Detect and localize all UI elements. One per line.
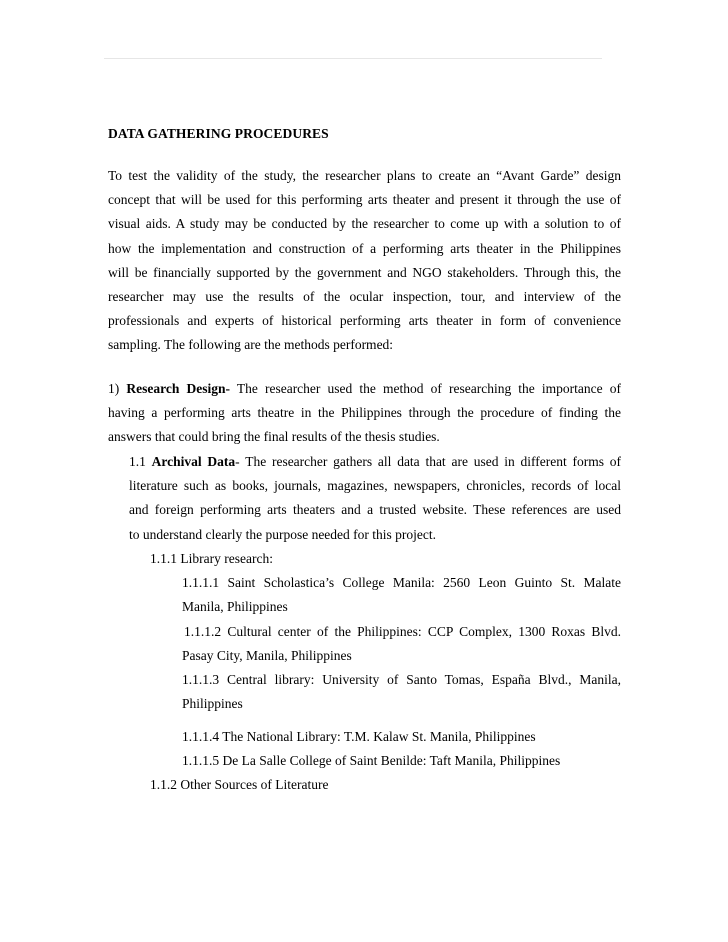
library-item [182, 668, 621, 716]
archival-data-paragraph [129, 450, 621, 547]
library-item [182, 571, 621, 619]
research-design-line: answers that could bring the final results of the thesis studies. [108, 429, 440, 445]
library-research-heading: 1.1.1 Library research: [150, 551, 273, 566]
header-rule [104, 58, 602, 59]
intro-line: how the implementation and construction of a performing arts theater in the Philippines [108, 240, 621, 256]
intro-line: concept that will be used for this performing arts theater and present it through the use of [108, 192, 621, 208]
intro-line: visual aids. A study may be conducted by the researcher to come up with a solution to of [108, 216, 621, 232]
research-design-line: having a performing arts theatre in the Philippines through the procedure of finding the [108, 405, 621, 421]
library-item-line: 1.1.1.2 Cultural center of the Philippines: CCP Complex, 1300 Roxas Blvd. [184, 624, 621, 639]
archival-data-first-line [129, 450, 621, 474]
subsection-text: - The researcher gathers all data that are used in different forms of [235, 454, 622, 469]
section-text: The researcher used the method of researching the importance of [236, 381, 622, 396]
section-label: Research Design- [126, 381, 230, 396]
library-item: 1.1.1.4 The National Library: T.M. Kalaw St. Manila, Philippines [182, 729, 536, 744]
subsection-number: 1.1 [129, 454, 146, 469]
archival-data-line: literature such as books, journals, magazines, newspapers, chronicles, records of local [129, 478, 621, 494]
intro-line: will be financially supported by the government and NGO stakeholders. Through this, the [108, 264, 621, 280]
library-item-line: Manila, Philippines [182, 599, 288, 615]
library-item-line: 1.1.1.3 Central library: University of Santo Tomas, España Blvd., Manila, [182, 672, 621, 687]
section-heading: DATA GATHERING PROCEDURES [108, 126, 329, 141]
intro-line: sampling. The following are the methods performed: [108, 337, 394, 353]
library-item [184, 620, 621, 668]
library-item-line: 1.1.1.1 Saint Scholastica’s College Manila: 2560 Leon Guinto St. Malate [182, 575, 621, 590]
subsection-label: Archival Data [151, 454, 236, 469]
other-sources-heading: 1.1.2 Other Sources of Literature [150, 777, 329, 792]
intro-line: To test the validity of the study, the researcher plans to create an “Avant Garde” design [108, 168, 621, 183]
intro-paragraph [108, 164, 621, 358]
intro-line: professionals and experts of historical performing arts theater in form of convenience [108, 313, 621, 329]
library-item: 1.1.1.5 De La Salle College of Saint Benilde: Taft Manila, Philippines [182, 753, 561, 768]
research-design-paragraph [108, 377, 621, 450]
library-item-line: Philippines [182, 696, 243, 712]
archival-data-line: and foreign performing arts theaters and a trusted website. These references are used [129, 502, 621, 518]
archival-data-line: to understand clearly the purpose needed for this project. [129, 526, 437, 542]
library-item-line: Pasay City, Manila, Philippines [182, 648, 352, 664]
research-design-first-line [108, 377, 621, 401]
intro-line: researcher may use the results of the ocular inspection, tour, and interview of the [108, 288, 621, 304]
section-number: 1) [108, 381, 120, 396]
